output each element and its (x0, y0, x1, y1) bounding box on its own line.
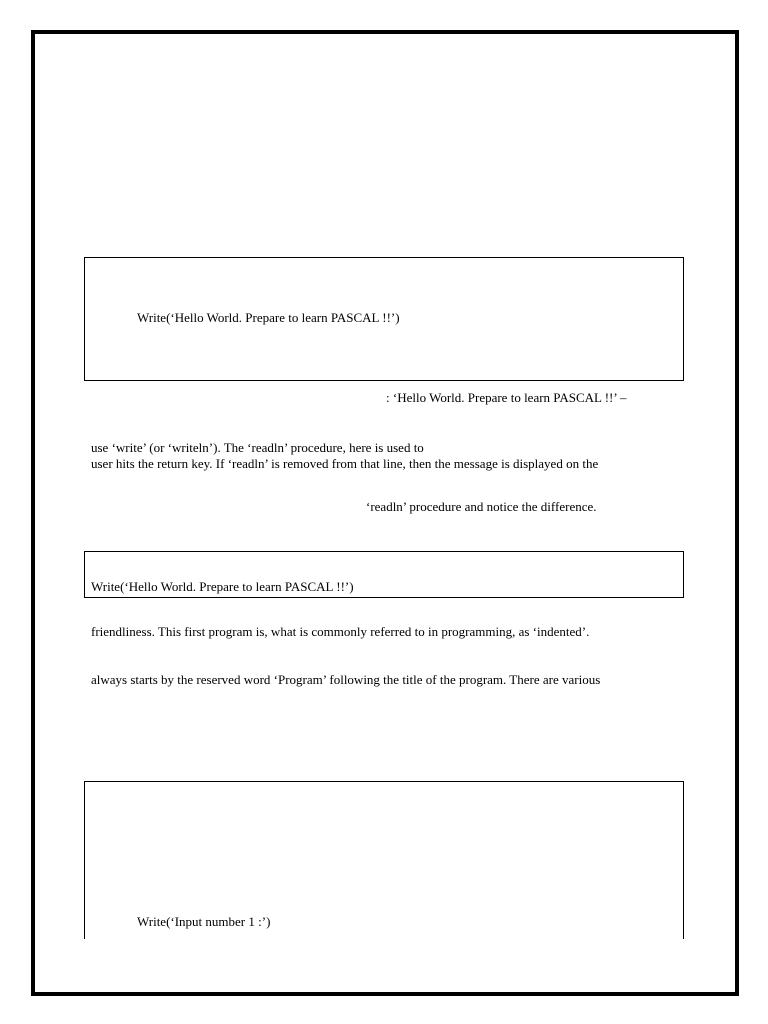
code-line-write-hello: Write(‘Hello World. Prepare to learn PASCAL !!’) (137, 310, 400, 325)
explanation-line-1: use ‘write’ (or ‘writeln’). The ‘readln’ procedure, here is used to (91, 440, 424, 455)
explanation-line-2: user hits the return key. If ‘readln’ is removed from that line, then the message is displayed on the (91, 456, 599, 471)
code-line-write-hello-2: Write(‘Hello World. Prepare to learn PASCAL !!’) (91, 579, 354, 594)
explanation-line-3: ‘readln’ procedure and notice the difference. (366, 499, 597, 514)
code-line-write-input: Write(‘Input number 1 :’) (137, 914, 271, 929)
paragraph-program-keyword: always starts by the reserved word ‘Program’ following the title of the program. There are various (91, 672, 601, 687)
output-description: : ‘Hello World. Prepare to learn PASCAL !!’ – (386, 390, 627, 405)
paragraph-indentation: friendliness. This first program is, what is commonly referred to in programming, as ‘indented’. (91, 624, 590, 639)
